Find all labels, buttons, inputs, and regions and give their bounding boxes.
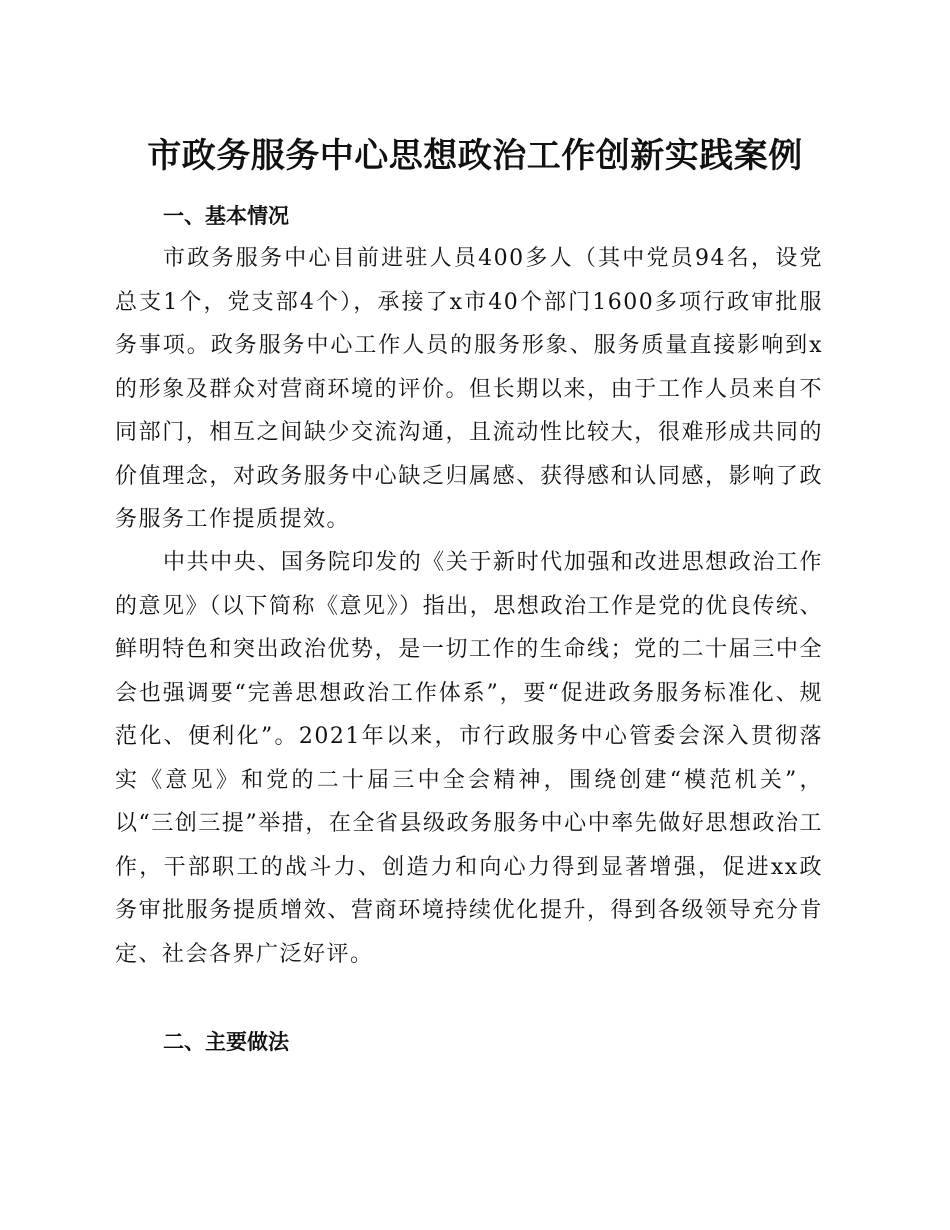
paragraph-basic-situation-2: 中共中央、国务院印发的《关于新时代加强和改进思想政治工作的意见》（以下简称《意见》）指出，思想政治工作是党的优良传统、鲜明特色和突出政治优势，是一切工作的生命线；党的二十届三中全会也强调要“完善思想政治工作体系”，要“促进政务服务标准化、规范化、便利化”。2021年以来，市行政服务中心管委会深入贯彻落实《意见》和党的二十届三中全会精神，围绕创建“模范机关”，以“三创三提”举措，在全省县级政务服务中心中率先做好思想政治工作，干部职工的战斗力、创造力和向心力得到显著增强，促进xx政务审批服务提质增效、营商环境持续优化提升，得到各级领导充分肯定、社会各界广泛好评。: [115, 550, 823, 967]
document-title: 市政务服务中心思想政治工作创新实践案例: [147, 136, 803, 176]
section-heading-basic-situation: 一、基本情况: [163, 204, 289, 228]
section-heading-main-practices: 二、主要做法: [163, 1030, 289, 1054]
paragraph-basic-situation-1: 市政务服务中心目前进驻人员400多人（其中党员94名，设党总支1个，党支部4个），承接了x市40个部门1600多项行政审批服务事项。政务服务中心工作人员的服务形象、服务质量直接影响到x的形象及群众对营商环境的评价。但长期以来，由于工作人员来自不同部门，相互之间缺少交流沟通，且流动性比较大，很难形成共同的价值理念，对政务服务中心缺乏归属感、获得感和认同感，影响了政务服务工作提质提效。: [115, 246, 823, 532]
